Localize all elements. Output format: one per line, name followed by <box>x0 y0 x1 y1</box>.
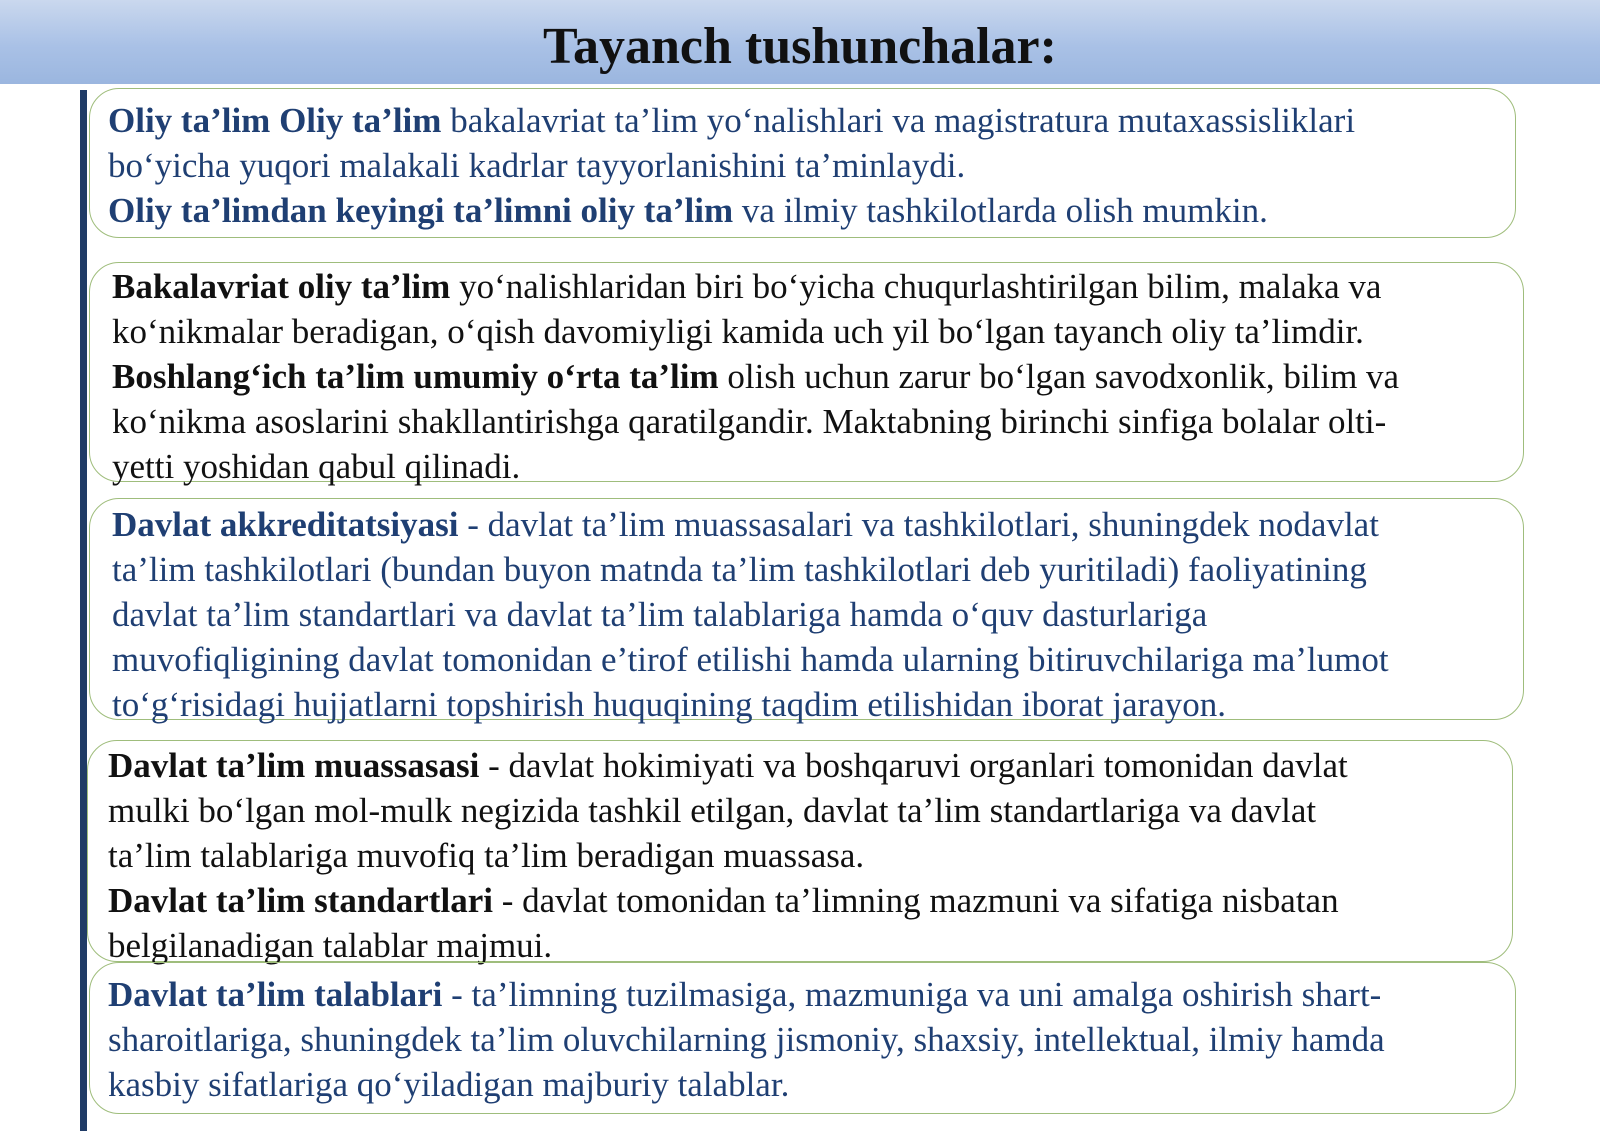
text-line <box>108 926 552 965</box>
term-label: Bakalavriat oliy ta’lim <box>112 267 451 306</box>
definition-paragraph <box>112 354 1399 489</box>
definition-body: ta’lim talablariga muvofiq ta’lim beradigan muassasa. <box>108 836 865 875</box>
definition-text-3 <box>112 502 1389 727</box>
definition-paragraph <box>108 98 1355 188</box>
text-line <box>108 836 864 875</box>
text-line <box>112 640 1389 679</box>
definition-paragraph <box>112 264 1399 354</box>
text-line <box>108 191 1268 230</box>
definition-body: yetti yoshidan qabul qilinadi. <box>112 447 521 486</box>
definition-paragraph <box>112 502 1389 727</box>
text-line <box>108 146 965 185</box>
term-label: Davlat ta’lim muassasasi <box>108 746 480 785</box>
definition-text-2 <box>112 264 1399 489</box>
text-line <box>108 1065 789 1104</box>
definition-body: mulki bo‘lgan mol-mulk negizida tashkil etilgan, davlat ta’lim standartlariga va davlat <box>108 791 1317 830</box>
text-line <box>112 685 1226 724</box>
definition-body: belgilanadigan talablar majmui. <box>108 926 553 965</box>
definition-body: ko‘nikma asoslarini shakllantirishga qaratilgandir. Maktabning birinchi sinfiga bolalar olti- <box>112 402 1387 441</box>
definition-body: sharoitlariga, shuningdek ta’lim oluvchilarning jismoniy, shaxsiy, intellektual, ilmiy hamda <box>108 1020 1385 1059</box>
definition-body: ta’lim tashkilotlari (bundan buyon matnda ta’lim tashkilotlari deb yuritiladi) faoliyatining <box>112 550 1367 589</box>
term-label: Davlat ta’lim talablari <box>108 975 443 1014</box>
definition-body: olish uchun zarur bo‘lgan savodxonlik, bilim va <box>718 357 1400 396</box>
definition-text-5 <box>108 972 1385 1107</box>
text-line <box>112 550 1367 589</box>
text-line <box>112 447 520 486</box>
definition-body: kasbiy sifatlariga qo‘yiladigan majburiy talablar. <box>108 1065 790 1104</box>
definition-body: davlat ta’lim standartlari va davlat ta’lim talablariga hamda o‘quv dasturlariga <box>112 595 1208 634</box>
text-line <box>108 1020 1385 1059</box>
definition-body: va ilmiy tashkilotlarda olish mumkin. <box>733 191 1268 230</box>
definition-text-1 <box>108 98 1355 233</box>
definition-paragraph <box>108 972 1385 1107</box>
term-label: Davlat akkreditatsiyasi <box>112 505 459 544</box>
text-line <box>112 595 1207 634</box>
left-accent-rule <box>80 90 87 1131</box>
text-line <box>108 791 1316 830</box>
definition-text-4 <box>108 743 1348 968</box>
definition-body: - ta’limning tuzilmasiga, mazmuniga va uni amalga oshirish shart- <box>442 975 1382 1014</box>
definition-body: yo‘nalishlaridan biri bo‘yicha chuqurlashtirilgan bilim, malaka va <box>450 267 1382 306</box>
text-line <box>112 357 1399 396</box>
text-line <box>108 746 1348 785</box>
term-label: Davlat ta’lim standartlari <box>108 881 493 920</box>
definition-body: ko‘nikmalar beradigan, o‘qish davomiyligi kamida uch yil bo‘lgan tayanch oliy ta’limdir. <box>112 312 1364 351</box>
text-line <box>108 101 1355 140</box>
term-label: Oliy ta’limdan keyingi ta’limni oliy ta’lim <box>108 191 734 230</box>
definition-paragraph <box>108 188 1355 233</box>
definition-body: to‘g‘risidagi hujjatlarni topshirish huquqining taqdim etilishidan iborat jarayon. <box>112 685 1226 724</box>
definition-body: bakalavriat ta’lim yo‘nalishlari va magistratura mutaxassisliklari <box>441 101 1356 140</box>
text-line <box>112 312 1364 351</box>
term-label: Boshlang‘ich ta’lim umumiy o‘rta ta’lim <box>112 357 719 396</box>
text-line <box>112 402 1386 441</box>
page-title: Tayanch tushunchalar: <box>543 18 1057 75</box>
term-label: Oliy ta’lim Oliy ta’lim <box>108 101 442 140</box>
definition-body: muvofiqligining davlat tomonidan e’tirof etilishi hamda ularning bitiruvchilariga ma’lumot <box>112 640 1389 679</box>
definition-body: - davlat tomonidan ta’limning mazmuni va sifatiga nisbatan <box>492 881 1339 920</box>
definition-paragraph <box>108 878 1348 968</box>
text-line <box>108 975 1381 1014</box>
text-line <box>108 881 1339 920</box>
definition-body: - davlat ta’lim muassasalari va tashkilotlari, shuningdek nodavlat <box>458 505 1379 544</box>
definition-paragraph <box>108 743 1348 878</box>
definition-body: - davlat hokimiyati va boshqaruvi organlari tomonidan davlat <box>479 746 1348 785</box>
text-line <box>112 505 1379 544</box>
definition-body: bo‘yicha yuqori malakali kadrlar tayyorlanishini ta’minlaydi. <box>108 146 966 185</box>
text-line <box>112 267 1381 306</box>
